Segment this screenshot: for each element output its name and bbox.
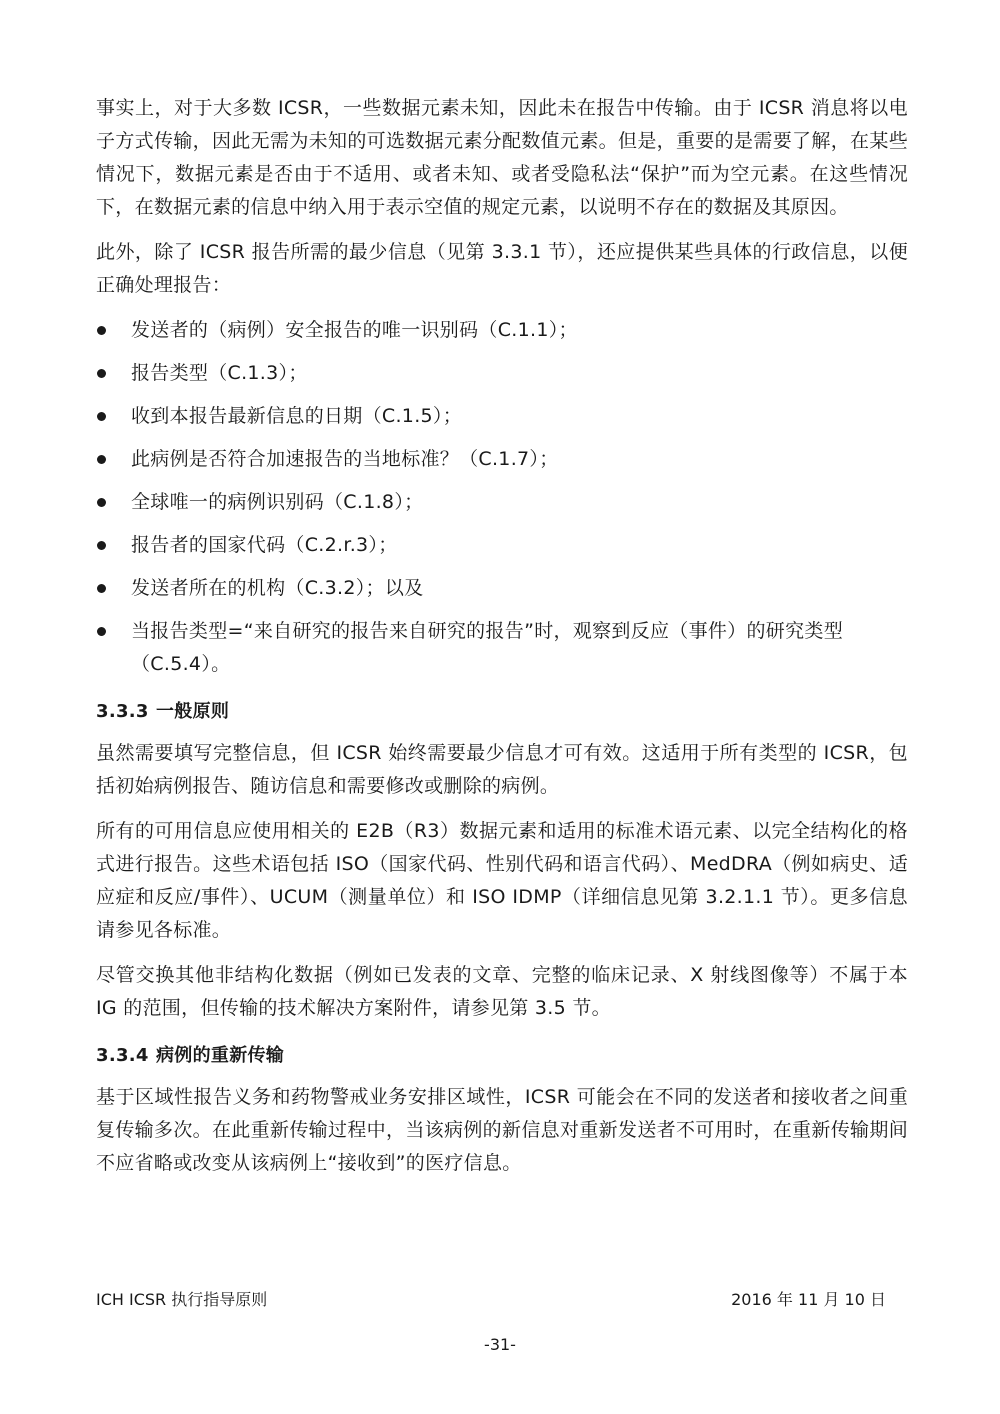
list-item: 全球唯一的病例识别码（C.1.8）； <box>96 486 908 519</box>
bullet-icon <box>97 455 106 464</box>
paragraph-unstructured-data: 尽管交换其他非结构化数据（例如已发表的文章、完整的临床记录、X 射线图像等）不属于本 IG 的范围，但传输的技术解决方案附件，请参见第 3.5 节。 <box>96 964 908 1019</box>
admin-info-list <box>96 314 908 681</box>
bullet-icon <box>97 584 106 593</box>
section-heading-3-3-4 <box>96 1041 908 1071</box>
list-item: 此病例是否符合加速报告的当地标准？（C.1.7）； <box>96 443 908 476</box>
list-item: 报告者的国家代码（C.2.r.3）； <box>96 529 908 562</box>
bullet-icon <box>97 326 106 335</box>
bullet-icon <box>97 627 106 636</box>
section-number: 3.3.3 <box>96 701 149 722</box>
page-number: -31- <box>484 1335 516 1354</box>
section-heading-3-3-3 <box>96 697 908 727</box>
section-title: 一般原则 <box>156 701 230 722</box>
section-number: 3.3.4 <box>96 1045 149 1066</box>
bullet-icon <box>97 369 106 378</box>
list-item: 当报告类型=“来自研究的报告来自研究的报告”时，观察到反应（事件）的研究类型（C.5.4）。 <box>96 615 908 681</box>
section-title: 病例的重新传输 <box>156 1045 285 1066</box>
bullet-icon <box>97 541 106 550</box>
list-item: 发送者的（病例）安全报告的唯一识别码（C.1.1）； <box>96 314 908 347</box>
list-item: 报告类型（C.1.3）； <box>96 357 908 390</box>
paragraph-structured-format: 所有的可用信息应使用相关的 E2B（R3）数据元素和适用的标准术语元素、以完全结构化的格式进行报告。这些术语包括 ISO（国家代码、性别代码和语言代码）、MedDRA（例如病史、适应症和反应/事件）、UCUM（测量单位）和 ISO IDMP（详细信息见第 3.2.1.1 节）。更多信息请参见各标准。 <box>96 820 908 941</box>
list-item: 收到本报告最新信息的日期（C.1.5）； <box>96 400 908 433</box>
paragraph-retransmission: 基于区域性报告义务和药物警戒业务安排区域性，ICSR 可能会在不同的发送者和接收者之间重复传输多次。在此重新传输过程中，当该病例的新信息对重新发送者不可用时，在重新传输期间不应省略或改变从该病例上“接收到”的医疗信息。 <box>96 1086 908 1174</box>
paragraph-null-flavor: 事实上，对于大多数 ICSR，一些数据元素未知，因此未在报告中传输。由于 ICSR 消息将以电子方式传输，因此无需为未知的可选数据元素分配数值元素。但是，重要的是需要了解，在某些情况下，数据元素是否由于不适用、或者未知、或者受隐私法“保护”而为空元素。在这些情况下，在数据元素的信息中纳入用于表示空值的规定元素，以说明不存在的数据及其原因。 <box>96 97 908 218</box>
footer-date: 2016 年 11 月 10 日 <box>731 1290 886 1309</box>
list-item: 发送者所在的机构（C.3.2）；以及 <box>96 572 908 605</box>
footer-document-title: ICH ICSR 执行指导原则 <box>96 1290 268 1309</box>
paragraph-minimum-info: 虽然需要填写完整信息，但 ICSR 始终需要最少信息才可有效。这适用于所有类型的 ICSR，包括初始病例报告、随访信息和需要修改或删除的病例。 <box>96 742 908 797</box>
bullet-icon <box>97 498 106 507</box>
paragraph-admin-info: 此外，除了 ICSR 报告所需的最少信息（见第 3.3.1 节），还应提供某些具体的行政信息，以便正确处理报告： <box>96 241 908 296</box>
document-body <box>96 92 908 1192</box>
bullet-icon <box>97 412 106 421</box>
